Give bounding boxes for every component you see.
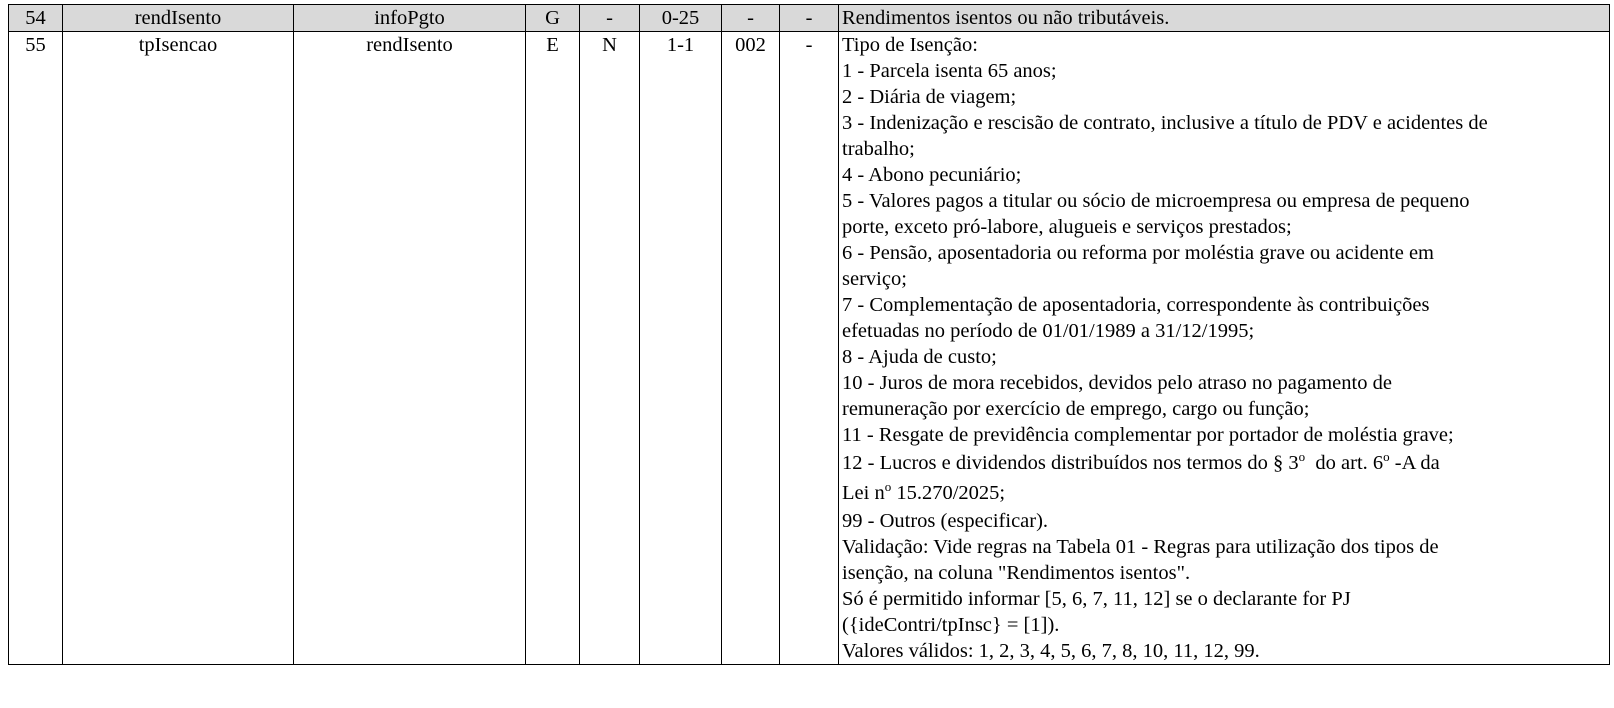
size-cell: 002 bbox=[722, 32, 780, 665]
description-line: 1 - Parcela isenta 65 anos; bbox=[842, 60, 1057, 82]
type-cell: E bbox=[526, 32, 580, 665]
description-line: Tipo de Isenção: bbox=[842, 34, 978, 56]
description-cell: Rendimentos isentos ou não tributáveis. bbox=[839, 5, 1610, 32]
text-fragment: 15.270/2025; bbox=[891, 482, 1006, 504]
description-line: 11 - Resgate de previdência complementar por portador de moléstia grave; bbox=[842, 424, 1454, 446]
description-line: serviço; bbox=[842, 268, 907, 290]
description-cell bbox=[839, 32, 1610, 665]
description-line: remuneração por exercício de emprego, cargo ou função; bbox=[842, 398, 1310, 420]
superscript-ordinal: o bbox=[884, 479, 892, 494]
size-cell: - bbox=[722, 5, 780, 32]
table-row bbox=[9, 32, 1610, 665]
text-fragment: 12 - Lucros e dividendos distribuídos nos termos do § 3 bbox=[842, 452, 1299, 474]
text-fragment: -A da bbox=[1389, 452, 1440, 474]
parent-cell: infoPgto bbox=[294, 5, 526, 32]
field-spec-table bbox=[8, 4, 1610, 665]
text-fragment: Lei n bbox=[842, 482, 885, 504]
description-line: 99 - Outros (especificar). bbox=[842, 510, 1049, 532]
description-line: trabalho; bbox=[842, 138, 915, 160]
description-line: 5 - Valores pagos a titular ou sócio de microempresa ou empresa de pequeno bbox=[842, 190, 1470, 212]
description-line: Só é permitido informar [5, 6, 7, 11, 12] se o declarante for PJ bbox=[842, 588, 1351, 610]
decimals-cell: - bbox=[780, 5, 839, 32]
superscript-ordinal: o bbox=[1298, 449, 1306, 464]
description-line: 8 - Ajuda de custo; bbox=[842, 346, 997, 368]
description-line: 2 - Diária de viagem; bbox=[842, 86, 1017, 108]
description-line: 7 - Complementação de aposentadoria, correspondente às contribuições bbox=[842, 294, 1430, 316]
decimals-cell: - bbox=[780, 32, 839, 665]
table-row bbox=[9, 5, 1610, 32]
description-line: efetuadas no período de 01/01/1989 a 31/12/1995; bbox=[842, 320, 1255, 342]
field-name-cell: rendIsento bbox=[63, 5, 294, 32]
description-line: 10 - Juros de mora recebidos, devidos pelo atraso no pagamento de bbox=[842, 372, 1392, 394]
type-cell: G bbox=[526, 5, 580, 32]
description-line: ({ideContri/tpInsc} = [1]). bbox=[842, 614, 1060, 636]
description-line: 4 - Abono pecuniário; bbox=[842, 164, 1022, 186]
field-name-cell: tpIsencao bbox=[63, 32, 294, 665]
text-fragment: do art. 6 bbox=[1305, 452, 1384, 474]
format-cell: N bbox=[580, 32, 640, 665]
seq-cell: 54 bbox=[9, 5, 63, 32]
description-line-law bbox=[842, 478, 1606, 508]
occurrence-cell: 1-1 bbox=[640, 32, 722, 665]
superscript-ordinal: o bbox=[1383, 449, 1390, 464]
description-line: isenção, na coluna "Rendimentos isentos". bbox=[842, 562, 1191, 584]
parent-cell: rendIsento bbox=[294, 32, 526, 665]
seq-cell: 55 bbox=[9, 32, 63, 665]
description-line: 3 - Indenização e rescisão de contrato, inclusive a título de PDV e acidentes de bbox=[842, 112, 1488, 134]
description-line: porte, exceto pró-labore, alugueis e serviços prestados; bbox=[842, 216, 1292, 238]
occurrence-cell: 0-25 bbox=[640, 5, 722, 32]
description-line: 6 - Pensão, aposentadoria ou reforma por moléstia grave ou acidente em bbox=[842, 242, 1435, 264]
description-line: Valores válidos: 1, 2, 3, 4, 5, 6, 7, 8, 10, 11, 12, 99. bbox=[842, 640, 1260, 662]
description-line-item-12 bbox=[842, 448, 1606, 478]
description-line: Validação: Vide regras na Tabela 01 - Regras para utilização dos tipos de bbox=[842, 536, 1439, 558]
format-cell: - bbox=[580, 5, 640, 32]
